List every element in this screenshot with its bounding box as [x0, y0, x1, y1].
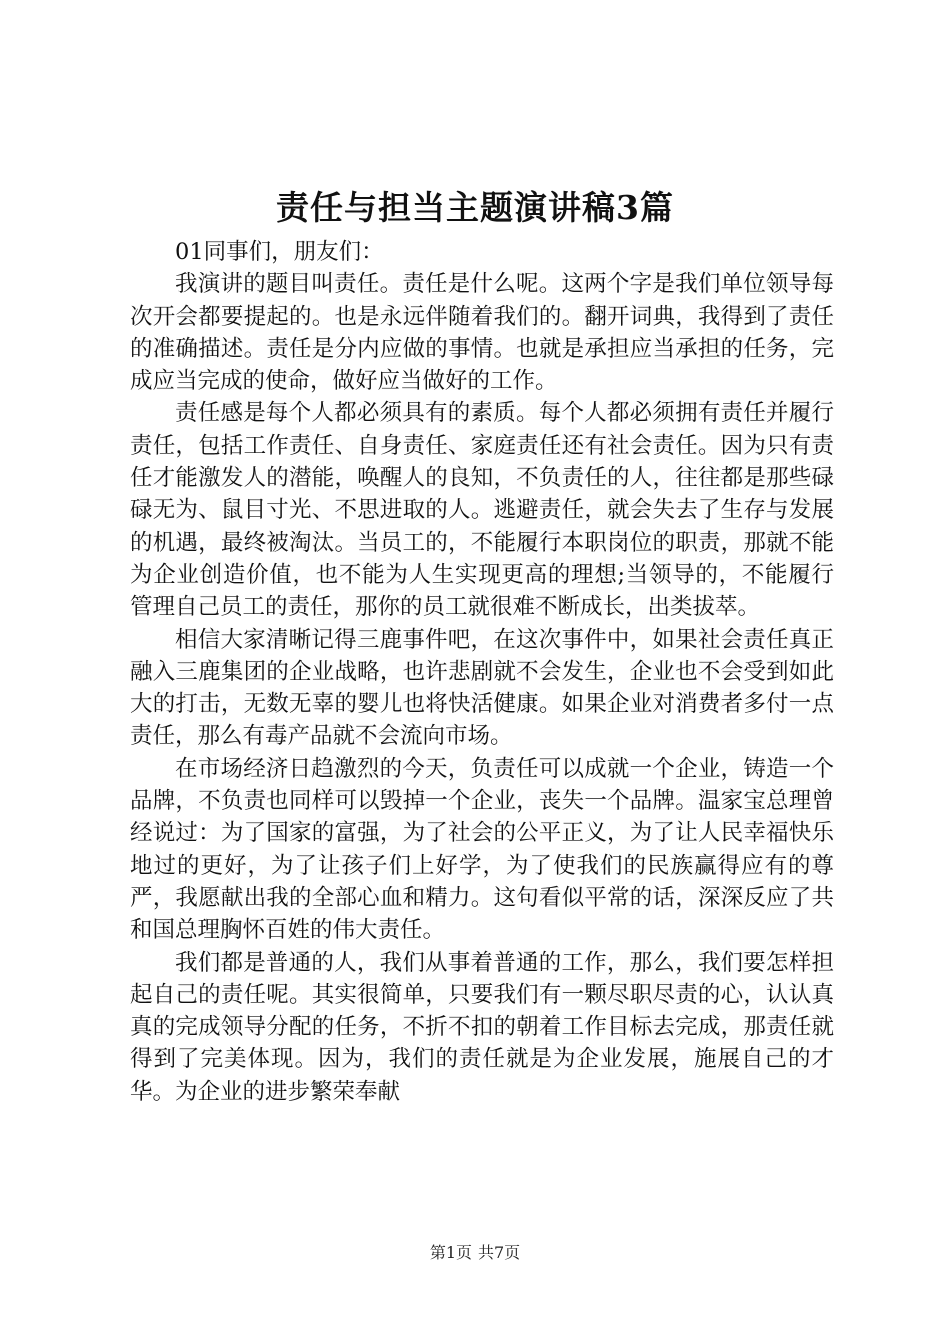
document-title: 责任与担当主题演讲稿3篇	[276, 188, 674, 227]
paragraph-4: 在市场经济日趋激烈的今天，负责任可以成就一个企业，铸造一个品牌，不负责也同样可以毁掉一个企业，丧失一个品牌。温家宝总理曾经说过：为了国家的富强，为了社会的公平正义，为了让人民幸福快乐地过的更好，为了让孩子们上好学，为了使我们的民族赢得应有的尊严，我愿献出我的全部心血和精力。这句看似平常的话，深深反应了共和国总理胸怀百姓的伟大责任。	[130, 755, 834, 944]
paragraph-2: 责任感是每个人都必须具有的素质。每个人都必须拥有责任并履行责任，包括工作责任、自身责任、家庭责任还有社会责任。因为只有责任才能激发人的潜能，唤醒人的良知，不负责任的人，往往都是那些碌碌无为、鼠目寸光、不思进取的人。逃避责任，就会失去了生存与发展的机遇，最终被淘汰。当员工的，不能履行本职岗位的职责，那就不能为企业创造价值，也不能为人生实现更高的理想;当领导的，不能履行管理自己员工的责任，那你的员工就很难不断成长，出类拔萃。	[130, 400, 834, 621]
page-footer	[0, 1242, 950, 1264]
page-number: 第1页	[429, 1243, 472, 1262]
paragraph-3: 相信大家清晰记得三鹿事件吧，在这次事件中，如果社会责任真正融入三鹿集团的企业战略，也许悲剧就不会发生，企业也不会受到如此大的打击，无数无辜的婴儿也将快活健康。如果企业对消费者多付一点责任，那么有毒产品就不会流向市场。	[130, 626, 834, 750]
paragraph-1: 我演讲的题目叫责任。责任是什么呢。这两个字是我们单位领导每次开会都要提起的。也是永远伴随着我们的。翻开词典，我得到了责任的准确描述。责任是分内应做的事情。也就是承担应当承担的任务，完成应当完成的使命，做好应当做好的工作。	[130, 271, 834, 395]
document-body	[130, 236, 834, 1108]
page-total: 共7页	[478, 1243, 521, 1262]
greeting-line: 01同事们，朋友们：	[175, 239, 384, 265]
paragraph-5: 我们都是普通的人，我们从事着普通的工作，那么，我们要怎样担起自己的责任呢。其实很简单，只要我们有一颗尽职尽责的心，认认真真的完成领导分配的任务，不折不扣的朝着工作目标去完成，那责任就得到了完美体现。因为，我们的责任就是为企业发展，施展自己的才华。为企业的进步繁荣奉献	[130, 949, 834, 1105]
